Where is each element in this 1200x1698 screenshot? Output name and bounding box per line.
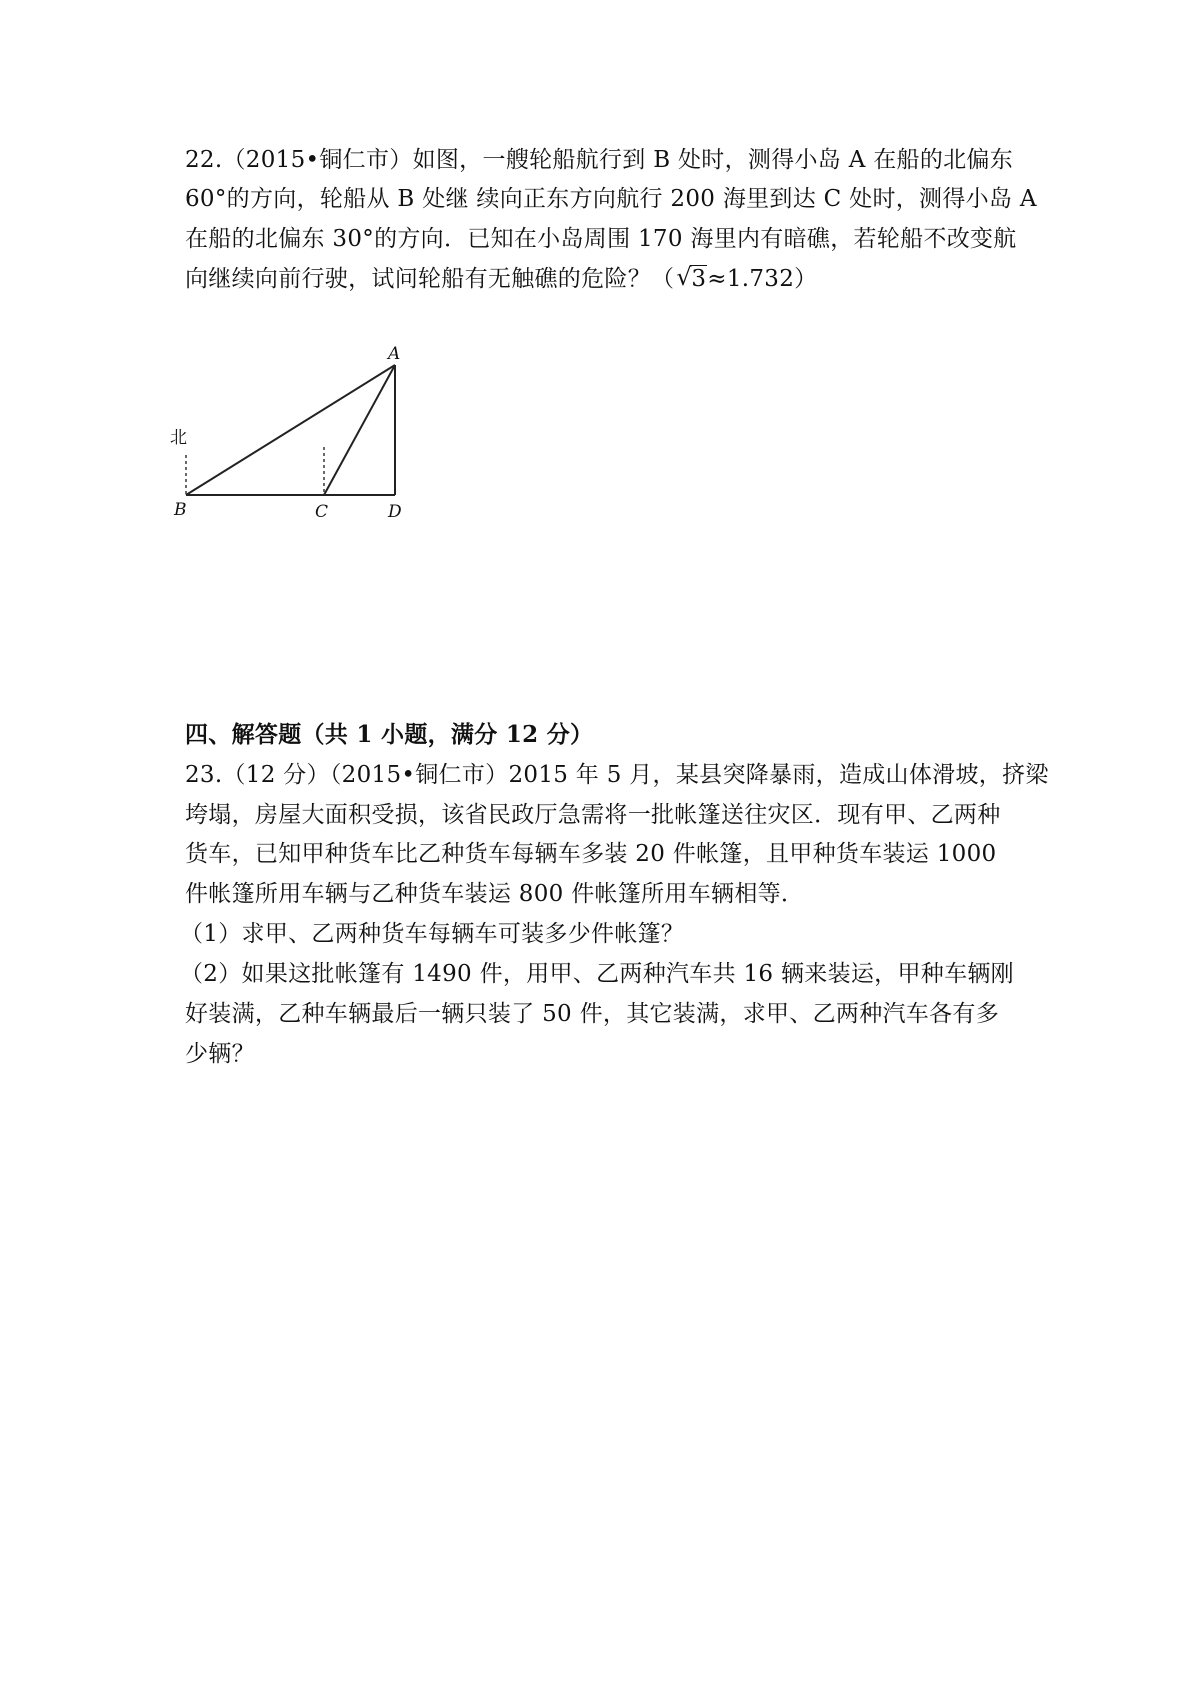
- q22-line-4-approx: ≈1.732）: [707, 266, 818, 292]
- sqrt-expression: [676, 264, 707, 294]
- triangle-diagram: [170, 335, 420, 525]
- q22-line-4-text: 向继续向前行驶，试问轮船有无触礁的危险？（: [185, 266, 675, 292]
- segment-ba: [186, 365, 395, 495]
- radicand: 3: [691, 266, 707, 292]
- q22-line-4: [185, 264, 817, 294]
- label-d: D: [388, 502, 402, 522]
- radical-sign: √: [676, 263, 692, 291]
- q23-line-1: 23.（12 分）（2015•铜仁市）2015 年 5 月，某县突降暴雨，造成山体滑坡，挤梁: [185, 762, 1049, 788]
- q23-line-4: 件帐篷所用车辆与乙种货车装运 800 件帐篷所用车辆相等．: [185, 881, 805, 907]
- label-north: 北: [170, 428, 187, 448]
- section-heading: 四、解答题（共 1 小题，满分 12 分）: [185, 721, 594, 748]
- q22-line-2: 60°的方向，轮船从 B 处继 续向正东方向航行 200 海里到达 C 处时，测得小岛 A: [185, 186, 1037, 212]
- q23-part-1: （1）求甲、乙两种货车每辆车可装多少件帐篷？: [180, 921, 685, 947]
- geometry-figure: [170, 335, 420, 525]
- q23-line-3: 货车，已知甲种货车比乙种货车每辆车多装 20 件帐篷，且甲种货车装运 1000: [185, 841, 997, 867]
- q23-part-2-line-3: 少辆？: [185, 1041, 255, 1067]
- label-a: A: [388, 344, 401, 364]
- q23-part-2-line-2: 好装满，乙种车辆最后一辆只装了 50 件，其它装满，求甲、乙两种汽车各有多: [185, 1001, 999, 1027]
- segment-ca: [324, 365, 395, 495]
- label-b: B: [174, 500, 187, 520]
- q23-line-2: 垮塌，房屋大面积受损，该省民政厅急需将一批帐篷送往灾区．现有甲、乙两种: [185, 802, 1001, 828]
- label-c: C: [315, 502, 329, 522]
- q22-line-3: 在船的北偏东 30°的方向．已知在小岛周围 170 海里内有暗礁，若轮船不改变航: [185, 226, 1017, 252]
- q23-part-2-line-1: （2）如果这批帐篷有 1490 件，用甲、乙两种汽车共 16 辆来装运，甲种车辆刚: [180, 961, 1014, 987]
- q22-line-1: 22.（2015•铜仁市）如图，一艘轮船航行到 B 处时，测得小岛 A 在船的北偏东: [185, 147, 1014, 173]
